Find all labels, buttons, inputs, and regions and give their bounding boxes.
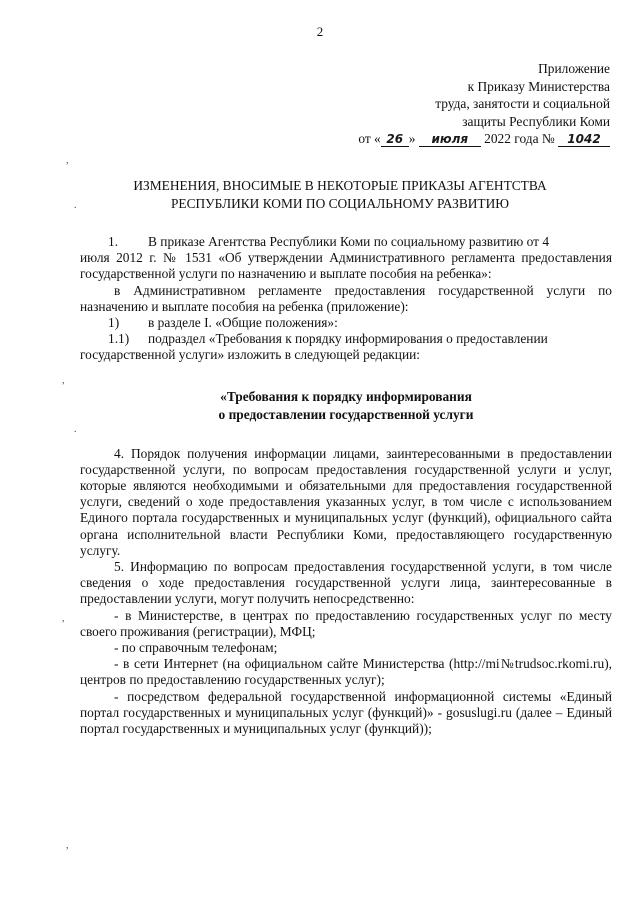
date-prefix: от «	[358, 131, 381, 146]
paragraph-4: 4. Порядок получения информации лицами, заинтересованными в предоставлении государственной услуги, по вопросам предоставления государственной услуги и услуг, которые являются необходимыми и обязательными для предоставления государственной услуги, сведений о ходе предоставления указанных услуг, в том числе с использованием Единого портала государственных и муниципальных услуг (функций), официального сайта органа исполнительной власти Республики Коми, предоставляющего государственную услугу.	[80, 445, 612, 558]
subheading-line-2: о предоставлении государственной услуги	[218, 406, 474, 422]
bullet-portal: - посредством федеральной государственной информационной системы «Единый портал государственных и муниципальных услуг (функций)» - gosuslugi.ru (далее – Единый портал государственных и муниципальных услуг (функций));	[80, 688, 612, 737]
item-number: 1.1)	[108, 331, 130, 347]
item-1-1	[80, 331, 612, 347]
item-1-1-continuation: государственной услуги» изложить в следующей редакции:	[80, 347, 421, 363]
scan-speck: ,	[66, 155, 69, 166]
subheading-line-1: «Требования к порядку информирования	[220, 388, 472, 404]
bullet-internet: - в сети Интернет (на официальном сайте Министерства (http://mi№trudsoc.rkomi.ru), центров по предоставлению государственных услуг);	[80, 656, 612, 688]
section-subheading	[80, 388, 612, 424]
item-1	[80, 234, 612, 250]
paragraph-5: 5. Информацию по вопросам предоставления государственной услуги, в том числе сведения о ходе предоставления государственной услуги лица, заинтересованные в предоставлении услуги, могут получить непосредственно:	[80, 559, 612, 607]
appendix-block	[358, 60, 610, 148]
appendix-line: Приложение	[538, 61, 610, 76]
date-mid: »	[408, 131, 416, 146]
handwritten-order-number: 1042	[558, 133, 610, 147]
item-number: 1)	[108, 315, 120, 331]
appendix-line: труда, занятости и социальной	[435, 96, 610, 111]
paragraph-regulation: в Административном регламенте предоставления государственной услуги по назначению и выплате пособия на ребенка (приложение):	[80, 282, 612, 314]
appendix-line: к Приказу Министерства	[467, 78, 610, 94]
scan-speck: .	[74, 424, 77, 435]
handwritten-day: 26	[381, 133, 409, 147]
scan-speck: ,	[62, 375, 65, 386]
appendix-line: защиты Республики Коми	[462, 113, 610, 129]
appendix-date-line	[358, 130, 610, 148]
title-line-1: ИЗМЕНЕНИЯ, ВНОСИМЫЕ В НЕКОТОРЫЕ ПРИКАЗЫ АГЕНТСТВА	[133, 178, 547, 193]
document-body	[80, 234, 612, 737]
bullet-phone: - по справочным телефонам;	[114, 640, 278, 656]
bullet-ministry: - в Министерстве, в центрах по предоставлению государственных услуг по месту своего проживания (регистрации), МФЦ;	[80, 607, 612, 639]
scan-speck: ,	[62, 613, 65, 624]
item-number: 1.	[108, 234, 119, 249]
item-1-continuation: июля 2012 г. № 1531 «Об утверждении Административного регламента предоставления государственной услуги по назначению и выплате пособия на ребенка»:	[80, 250, 612, 282]
item-text: подраздел «Требования к порядку информирования о предоставлении	[148, 331, 548, 347]
page-number: 2	[316, 24, 324, 39]
title-line-2: РЕСПУБЛИКИ КОМИ ПО СОЦИАЛЬНОМУ РАЗВИТИЮ	[170, 196, 510, 211]
scan-speck: ,	[66, 840, 69, 851]
date-year: 2022 года №	[484, 131, 555, 146]
item-1-sub	[80, 315, 612, 331]
scan-speck: .	[74, 200, 77, 211]
handwritten-month: июля	[419, 133, 481, 147]
item-text: в разделе I. «Общие положения»:	[148, 315, 338, 331]
item-text: В приказе Агентства Республики Коми по социальному развитию от 4	[148, 234, 550, 249]
document-title	[60, 177, 620, 213]
